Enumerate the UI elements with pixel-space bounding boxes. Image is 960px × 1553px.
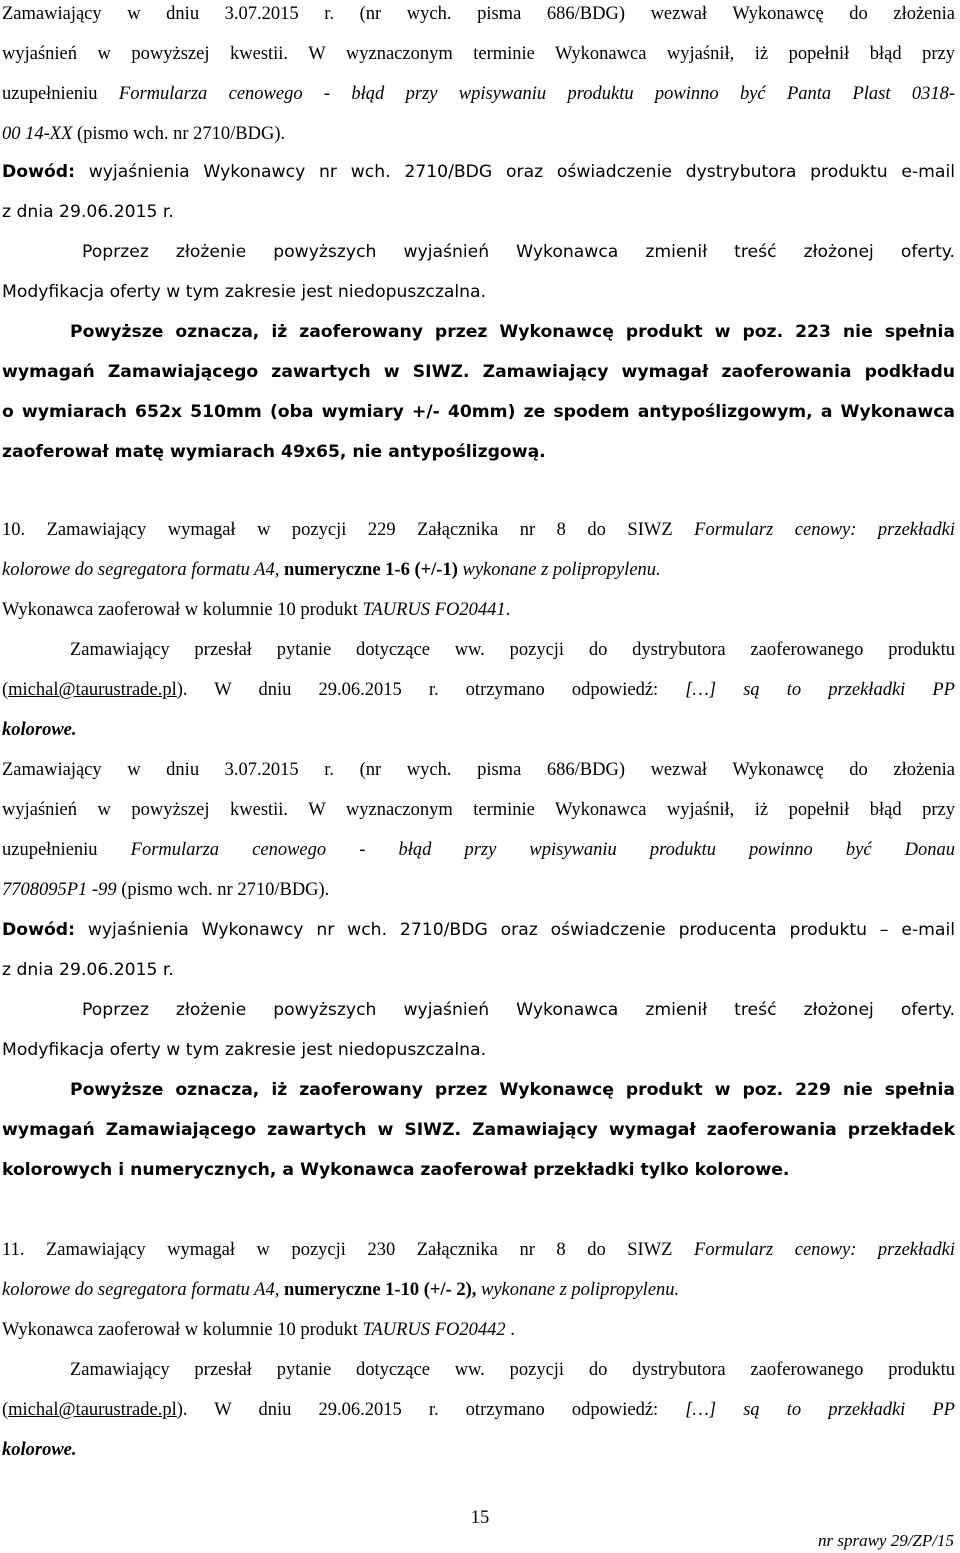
paragraph-line: kolorowe do segregatora formatu A4, numeryczne 1-6 (+/-1) wykonane z polipropylenu. [2, 560, 661, 580]
paragraph-line: kolorowe. [2, 1440, 77, 1460]
paragraph-line: (michal@taurustrade.pl). W dniu 29.06.2015 r. otrzymano odpowiedź: […] są to przekładki PP [2, 680, 955, 700]
paragraph-line: kolorowe do segregatora formatu A4, numeryczne 1-10 (+/- 2), wykonane z polipropylenu. [2, 1280, 680, 1300]
paragraph-line: Modyfikacja oferty w tym zakresie jest niedopuszczalna. [2, 282, 487, 302]
paragraph-line: wyjaśnień w powyższej kwestii. W wyznaczonym terminie Wykonawca wyjaśnił, iż popełnił błąd przy [2, 800, 955, 820]
case-number-footer: nr sprawy 29/ZP/15 [817, 1531, 954, 1550]
paragraph-line: kolorowe. [2, 720, 77, 740]
page-number: 15 [470, 1508, 490, 1528]
paragraph-line: Zamawiający przesłał pytanie dotyczące ww. pozycji do dystrybutora zaoferowanego produktu [70, 640, 955, 660]
conclusion-line: o wymiarach 652x 510mm (oba wymiary +/- 40mm) ze spodem antypoślizgowym, a Wykonawca [2, 402, 955, 422]
paragraph-line: Poprzez złożenie powyższych wyjaśnień Wykonawca zmienił treść złożonej oferty. [82, 242, 955, 262]
evidence-date: z dnia 29.06.2015 r. [2, 960, 174, 980]
evidence-line: Dowód: wyjaśnienia Wykonawcy nr wch. 2710/BDG oraz oświadczenie dystrybutora produktu e-mail [2, 162, 955, 182]
email-link[interactable]: michal@taurustrade.pl [8, 680, 177, 700]
paragraph-line: uzupełnieniu Formularza cenowego - błąd przy wpisywaniu produktu powinno być Panta Plast 0318- [2, 84, 955, 104]
item-heading-line: 10. Zamawiający wymagał w pozycji 229 Załącznika nr 8 do SIWZ Formularz cenowy: przekładki [2, 520, 955, 540]
paragraph-line: Zamawiający w dniu 3.07.2015 r. (nr wych. pisma 686/BDG) wezwał Wykonawcę do złożenia [2, 760, 955, 780]
paragraph-line: Zamawiający w dniu 3.07.2015 r. (nr wych. pisma 686/BDG) wezwał Wykonawcę do złożenia [2, 4, 955, 24]
email-link[interactable]: michal@taurustrade.pl [8, 1400, 177, 1420]
paragraph-line: Wykonawca zaoferował w kolumnie 10 produkt TAURUS FO20442 . [2, 1320, 515, 1340]
conclusion-line: kolorowych i numerycznych, a Wykonawca zaoferował przekładki tylko kolorowe. [2, 1160, 790, 1180]
paragraph-line: Modyfikacja oferty w tym zakresie jest niedopuszczalna. [2, 1040, 487, 1060]
paragraph-line: 7708095P1 -99 (pismo wch. nr 2710/BDG). [2, 880, 330, 900]
conclusion-line: Powyższe oznacza, iż zaoferowany przez Wykonawcę produkt w poz. 229 nie spełnia [70, 1080, 955, 1100]
evidence-date: z dnia 29.06.2015 r. [2, 202, 174, 222]
paragraph-line: uzupełnieniu Formularza cenowego - błąd przy wpisywaniu produktu powinno być Donau [2, 840, 955, 860]
conclusion-line: wymagań Zamawiającego zawartych w SIWZ. Zamawiający wymagał zaoferowania przekładek [2, 1120, 955, 1140]
paragraph-line: Poprzez złożenie powyższych wyjaśnień Wykonawca zmienił treść złożonej oferty. [82, 1000, 955, 1020]
evidence-line: Dowód: wyjaśnienia Wykonawcy nr wch. 2710/BDG oraz oświadczenie producenta produktu – e-mail [2, 920, 955, 940]
conclusion-line: zaoferował matę wymiarach 49x65, nie antypoślizgową. [2, 442, 546, 462]
conclusion-line: Powyższe oznacza, iż zaoferowany przez Wykonawcę produkt w poz. 223 nie spełnia [70, 322, 955, 342]
paragraph-line: (michal@taurustrade.pl). W dniu 29.06.2015 r. otrzymano odpowiedź: […] są to przekładki PP [2, 1400, 955, 1420]
conclusion-line: wymagań Zamawiającego zawartych w SIWZ. Zamawiający wymagał zaoferowania podkładu [2, 362, 955, 382]
paragraph-line: Zamawiający przesłał pytanie dotyczące ww. pozycji do dystrybutora zaoferowanego produktu [70, 1360, 955, 1380]
paragraph-line: 00 14-XX (pismo wch. nr 2710/BDG). [2, 124, 286, 144]
paragraph-line: wyjaśnień w powyższej kwestii. W wyznaczonym terminie Wykonawca wyjaśnił, iż popełnił błąd przy [2, 44, 955, 64]
paragraph-line: Wykonawca zaoferował w kolumnie 10 produkt TAURUS FO20441. [2, 600, 511, 620]
item-heading-line: 11. Zamawiający wymagał w pozycji 230 Załącznika nr 8 do SIWZ Formularz cenowy: przekładki [2, 1240, 955, 1260]
